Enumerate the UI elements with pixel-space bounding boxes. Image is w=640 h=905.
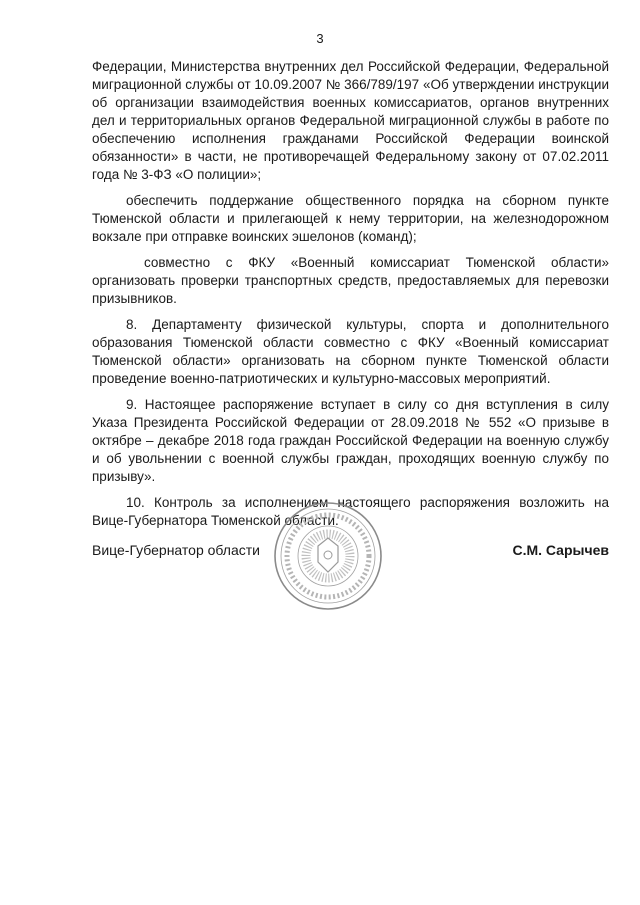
page-number: 3 (316, 31, 324, 46)
signature-block (92, 541, 609, 563)
paragraph-continuation: Федерации, Министерства внутренних дел Российской Федерации, Федеральной миграционной службы от 10.09.2007 № 366/789/197 «Об утверждении инструкции об организации взаимодействия военных комиссариатов, органов внутренних дел и территориальных органов Федеральной миграционной службы в работе по обеспечению исполнения гражданами Российской Федерации воинской обязанности» в части, не противоречащей Федеральному закону от 07.02.2011 года № 3-ФЗ «О полиции»; (92, 59, 609, 182)
paragraph-item-10: 10. Контроль за исполнением настоящего распоряжения возложить на Вице-Губернатора Тюменской области. (92, 495, 609, 528)
paragraph-item-8: 8. Департаменту физической культуры, спорта и дополнительного образования Тюменской области совместно с ФКУ «Военный комиссариат Тюменской области» организовать на сборном пункте Тюменской области проведение военно-патриотических и культурно-массовых мероприятий. (92, 317, 609, 386)
paragraph-item-9: 9. Настоящее распоряжение вступает в силу со дня вступления в силу Указа Президента Российской Федерации от 28.09.2018 № 552 «О призыве в октябре – декабре 2018 года граждан Российской Федерации на военную службу и об увольнении с военной службы граждан, проходящих военную службу по призыву». (92, 397, 609, 484)
paragraph-vehicle-checks: совместно с ФКУ «Военный комиссариат Тюменской области» организовать проверки транспортных средств, предоставляемых для перевозки призывников. (92, 255, 609, 306)
signatory-title: Вице-Губернатор области (92, 542, 260, 558)
paragraph-public-order: обеспечить поддержание общественного порядка на сборном пункте Тюменской области и прилегающей к нему территории, на железнодорожном вокзале при отправке воинских эшелонов (команд); (92, 193, 609, 244)
document-body (92, 58, 609, 530)
signatory-name: С.М. Сарычев (512, 542, 609, 558)
